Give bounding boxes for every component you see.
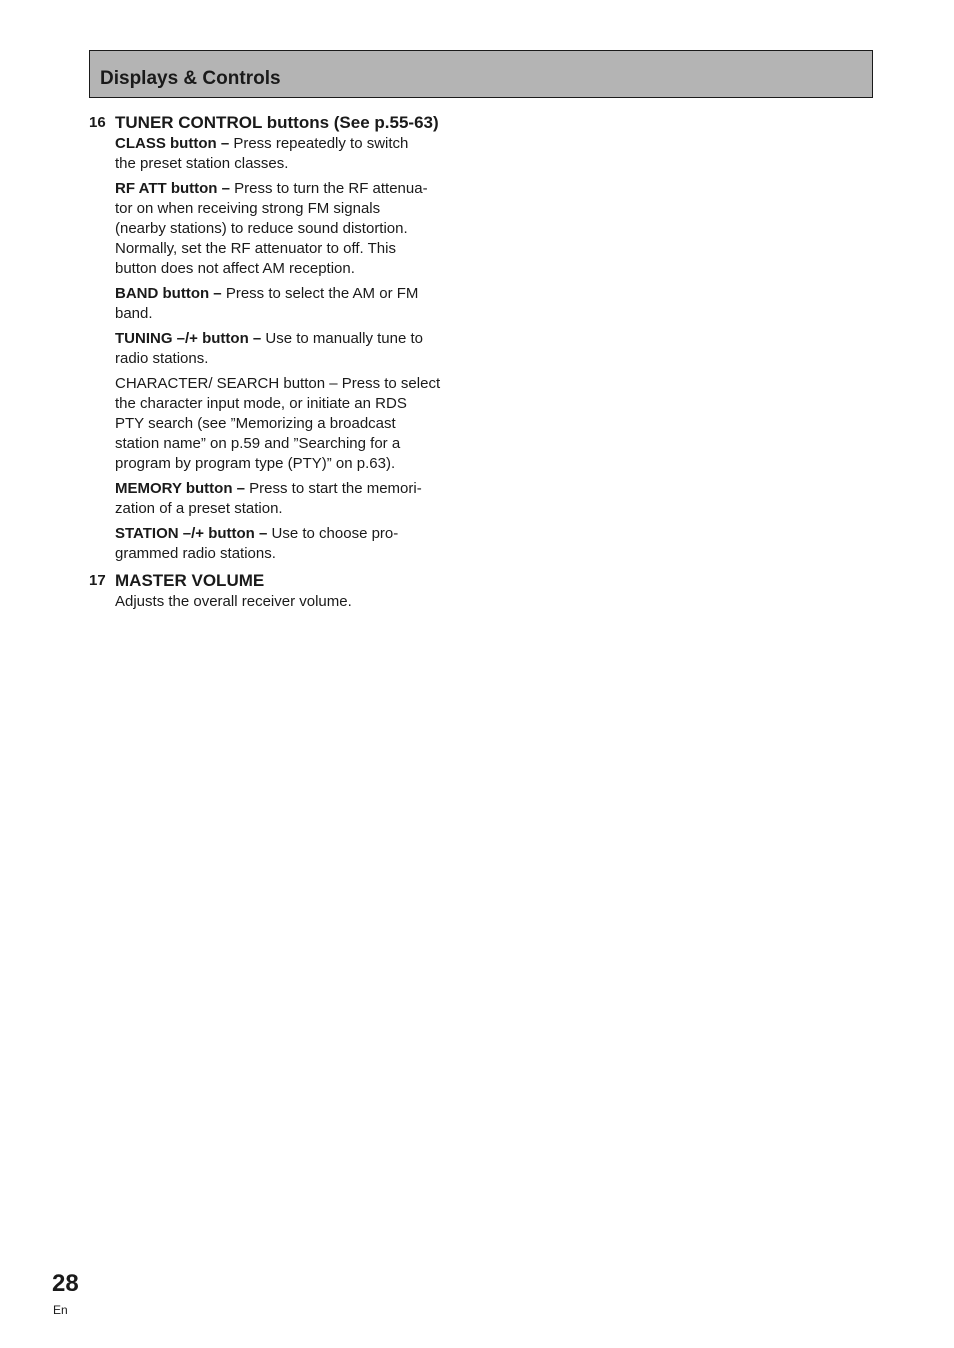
entry-text: station name” on p.59 and ”Searching for a <box>115 435 401 452</box>
section-master-volume <box>89 570 489 612</box>
entry-text: Press to select the AM or FM <box>221 285 419 302</box>
entry-memory-button <box>115 479 471 519</box>
entry-text: PTY search (see ”Memorizing a broadcast <box>115 415 396 432</box>
section-number: 17 <box>89 572 106 589</box>
section-heading <box>89 112 489 134</box>
section-title: TUNER CONTROL buttons (See p.55-63) <box>115 113 439 132</box>
content-column <box>89 112 489 617</box>
entry-text: (nearby stations) to reduce sound distortion. <box>115 220 408 237</box>
entry-text: Use to choose pro- <box>267 525 399 542</box>
section-title: MASTER VOLUME <box>115 571 265 590</box>
entry-text: program by program type (PTY)” on p.63). <box>115 455 396 472</box>
entry-text: the character input mode, or initiate an RDS <box>115 395 407 412</box>
entry-tuning-button <box>115 329 471 369</box>
page-title: Displays & Controls <box>100 68 281 89</box>
section-heading <box>89 570 489 592</box>
entry-text: Press to start the memori- <box>245 480 422 497</box>
entry-rf-att-button <box>115 179 471 279</box>
entry-label: CLASS button – <box>115 135 230 152</box>
entry-band-button <box>115 284 471 324</box>
entry-label: MEMORY button – <box>115 480 245 497</box>
entry-text: grammed radio stations. <box>115 545 276 562</box>
entry-list <box>115 592 471 612</box>
entry-text: button does not affect AM reception. <box>115 260 355 277</box>
entry-text: zation of a preset station. <box>115 500 283 517</box>
entry-master-volume <box>115 592 471 612</box>
entry-text: Normally, set the RF attenuator to off. This <box>115 240 396 257</box>
entry-station-button <box>115 524 471 564</box>
entry-class-button <box>115 134 471 174</box>
entry-text: Press to turn the RF attenua- <box>229 180 428 197</box>
entry-text: tor on when receiving strong FM signals <box>115 200 381 217</box>
entry-label: TUNING –/+ button – <box>115 330 262 347</box>
language-code: En <box>53 1303 68 1317</box>
section-tuner-control <box>89 112 489 564</box>
page-number: 28 <box>52 1270 79 1297</box>
entry-text: the preset station classes. <box>115 155 289 172</box>
entry-text: CHARACTER/ SEARCH button – Press to select <box>115 375 441 392</box>
entry-text: radio stations. <box>115 350 209 367</box>
section-header-bar <box>89 50 873 98</box>
entry-text: Press repeatedly to switch <box>229 135 409 152</box>
entry-label: STATION –/+ button – <box>115 525 268 542</box>
entry-text: Use to manually tune to <box>261 330 424 347</box>
entry-label: RF ATT button – <box>115 180 230 197</box>
entry-text: band. <box>115 305 153 322</box>
entry-label: BAND button – <box>115 285 222 302</box>
section-number: 16 <box>89 114 106 131</box>
entry-list <box>115 134 471 564</box>
entry-character-search-button <box>115 374 471 474</box>
entry-text: Adjusts the overall receiver volume. <box>115 593 352 610</box>
